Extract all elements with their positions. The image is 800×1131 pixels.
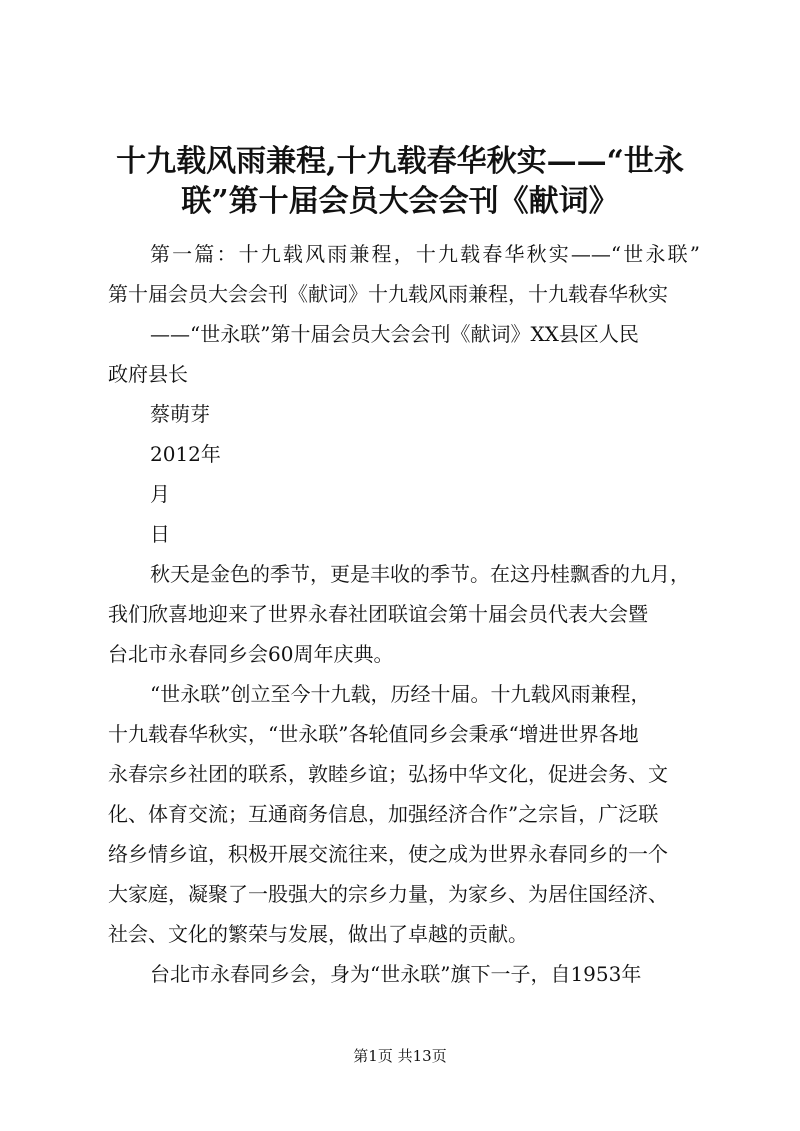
body-line: 台北市永春同乡会，身为“世永联”旗下一子，自1953年 bbox=[150, 962, 642, 986]
body-line: 化、体育交流；互通商务信息，加强经济合作”之宗旨，广泛联 bbox=[108, 802, 659, 826]
page-number-label: 第1页 共13页 bbox=[353, 1047, 447, 1065]
body-line: 社会、文化的繁荣与发展，做出了卓越的贡献。 bbox=[108, 922, 528, 946]
body-line: ——“世永联”第十届会员大会会刊《献词》XX县区人民 bbox=[150, 322, 639, 346]
page-footer bbox=[0, 1046, 800, 1066]
body-line: 日 bbox=[150, 522, 170, 546]
body-line: 第一篇：十九载风雨兼程，十九载春华秋实——“世永联” bbox=[150, 242, 700, 266]
body-line: “世永联”创立至今十九载，历经十届。十九载风雨兼程， bbox=[150, 682, 651, 706]
body-line: 2012年 bbox=[150, 442, 221, 466]
body-line: 台北市永春同乡会60周年庆典。 bbox=[108, 642, 394, 666]
body-line: 络乡情乡谊，积极开展交流往来，使之成为世界永春同乡的一个 bbox=[108, 842, 668, 866]
body-line: 十九载春华秋实，“世永联”各轮值同乡会秉承“增进世界各地 bbox=[108, 722, 639, 746]
body-line: 蔡萌芽 bbox=[150, 402, 210, 426]
body-line: 月 bbox=[150, 482, 170, 506]
body-line: 第十届会员大会会刊《献词》十九载风雨兼程，十九载春华秋实 bbox=[108, 282, 668, 306]
document-title-line-2: 联”第十届会员大会会刊《献词》 bbox=[181, 184, 619, 219]
body-line: 大家庭，凝聚了一股强大的宗乡力量，为家乡、为居住国经济、 bbox=[108, 882, 668, 906]
body-line: 政府县长 bbox=[108, 362, 188, 386]
body-line: 我们欣喜地迎来了世界永春社团联谊会第十届会员代表大会暨 bbox=[108, 602, 648, 626]
body-line: 秋天是金色的季节，更是丰收的季节。在这丹桂飘香的九月， bbox=[150, 562, 690, 586]
document-title-line-1: 十九载风雨兼程,十九载春华秋实——“世永 bbox=[116, 144, 684, 179]
body-line: 永春宗乡社团的联系，敦睦乡谊；弘扬中华文化，促进会务、文 bbox=[108, 762, 668, 786]
